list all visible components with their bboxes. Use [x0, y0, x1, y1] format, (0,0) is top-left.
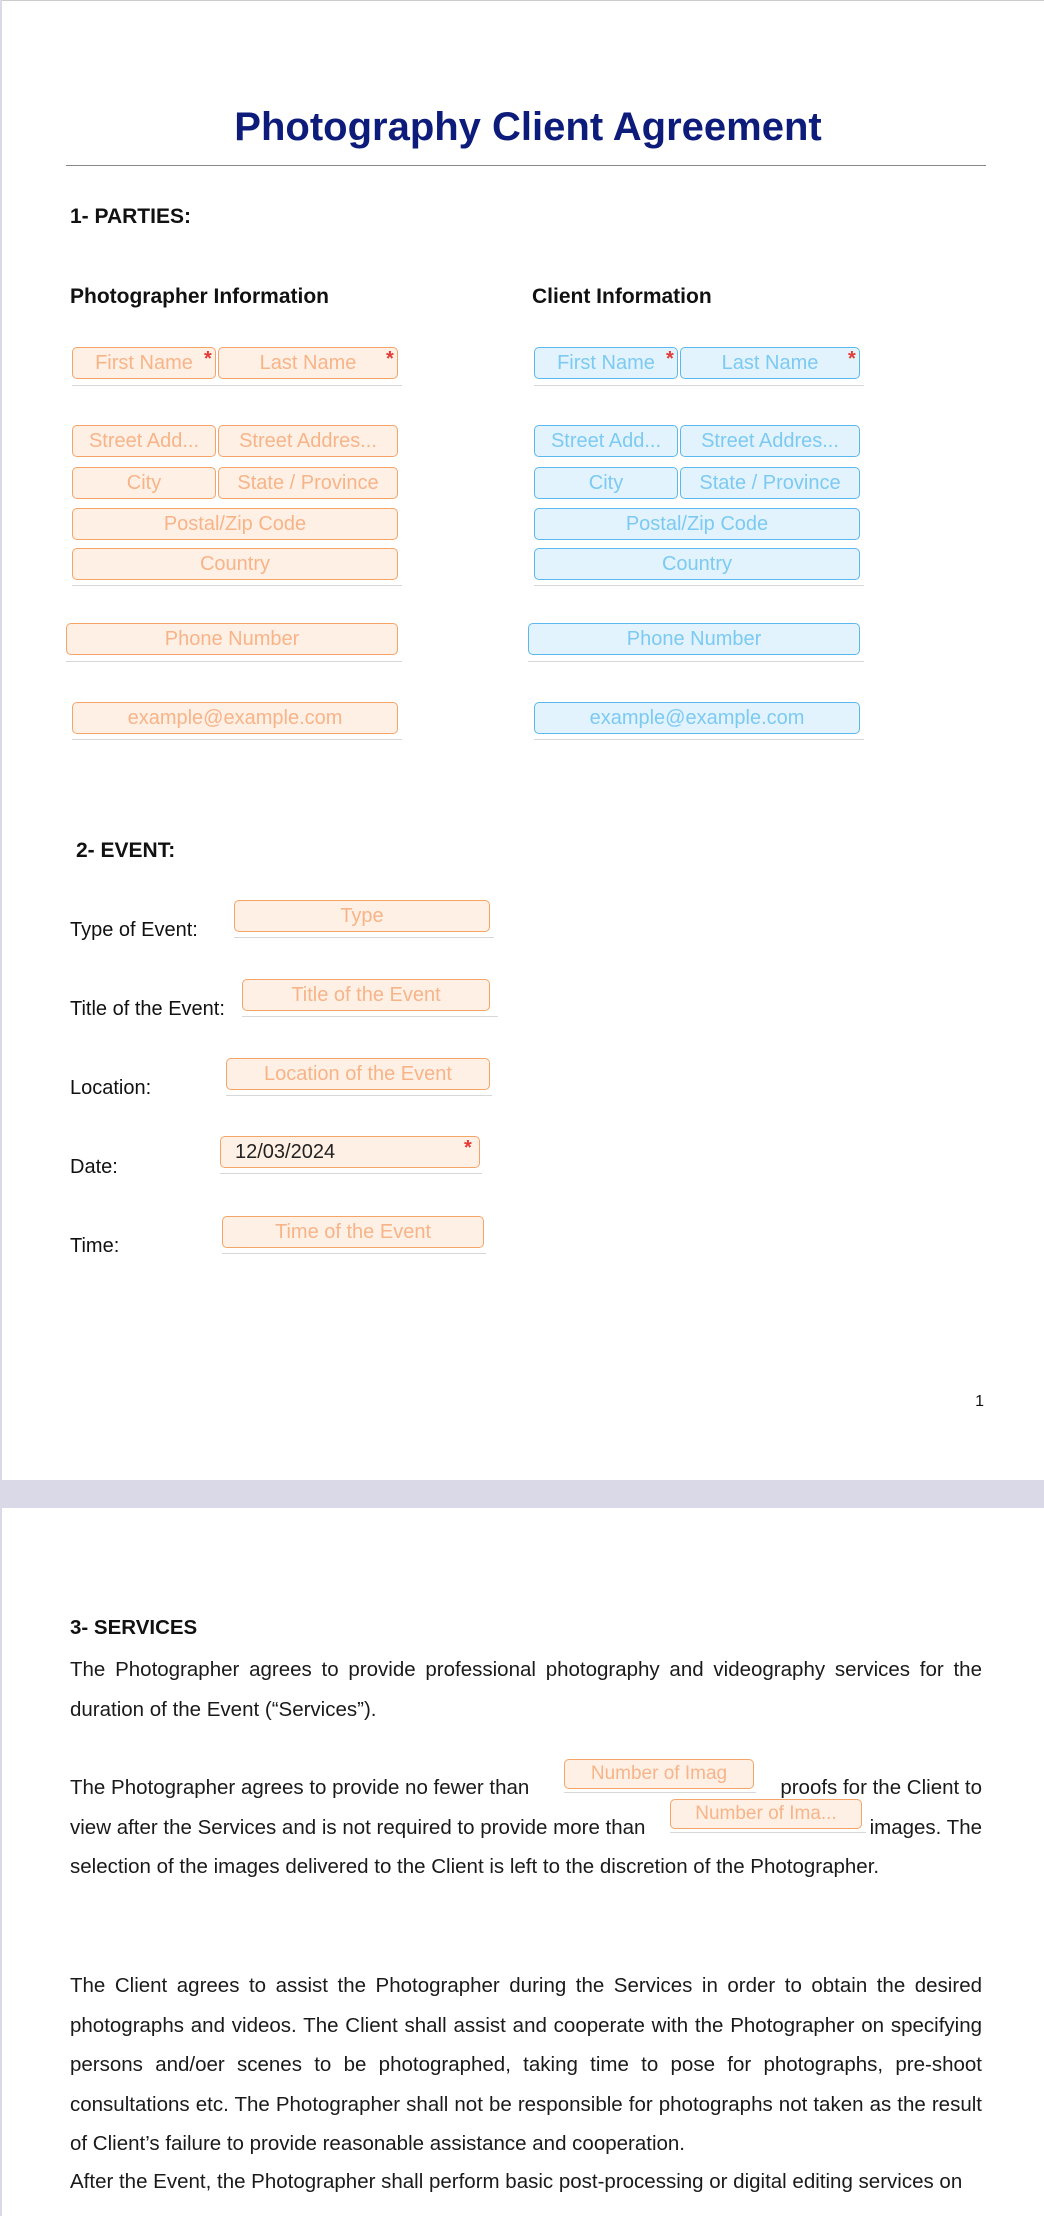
services-paragraph-3: The Client agrees to assist the Photographer during the Services in order to obtain the desired photographs and videos. The Client shall assist and cooperate with the Photographer on specifying persons and/oer scenes to be photographed, taking time to pose for photographs, pre-shoot consultations etc. The Photographer shall not be responsible for photographs not taken as the result of Client’s failure to provide reasonable assistance and cooperation. — [70, 1974, 982, 2155]
required-marker: * — [666, 348, 674, 370]
photographer-state-field[interactable]: State / Province — [218, 467, 398, 499]
event-date-field[interactable]: 12/03/2024 — [220, 1136, 480, 1168]
field-underline — [534, 385, 864, 386]
client-country-field[interactable]: Country — [534, 548, 860, 580]
photographer-email-field[interactable]: example@example.com — [72, 702, 398, 734]
document-page-2 — [2, 1508, 1044, 2216]
client-last-name-field[interactable]: Last Name — [680, 347, 860, 379]
photographer-street2-field[interactable]: Street Addres... — [218, 425, 398, 457]
title-divider — [66, 165, 986, 166]
field-underline — [72, 385, 402, 386]
services-p2-text-c: view after the Services and is not required to provide more than — [70, 1815, 646, 1839]
event-type-label: Type of Event: — [70, 919, 198, 941]
event-type-field[interactable]: Type — [234, 900, 490, 932]
max-images-field[interactable]: Number of Ima... — [670, 1799, 862, 1829]
event-location-label: Location: — [70, 1077, 152, 1099]
services-p2-text-e: selection of the images delivered to the Client is left to the discretion of the Photographer. — [70, 1855, 880, 1878]
min-images-field[interactable]: Number of Imag — [564, 1759, 754, 1789]
field-underline — [66, 661, 402, 662]
services-p2-text-a: The Photographer agrees to provide no fewer than — [70, 1776, 530, 1799]
client-street1-field[interactable]: Street Add... — [534, 425, 678, 457]
field-underline — [528, 661, 864, 662]
client-info-heading: Client Information — [532, 285, 712, 308]
client-city-field[interactable]: City — [534, 467, 678, 499]
event-title-label: Title of the Event: — [70, 998, 225, 1020]
event-time-field[interactable]: Time of the Event — [222, 1216, 484, 1248]
field-underline — [242, 1016, 498, 1017]
document-title: Photography Client Agreement — [234, 105, 822, 149]
photographer-info-heading: Photographer Information — [70, 285, 329, 308]
photographer-phone-field[interactable]: Phone Number — [66, 623, 398, 655]
photographer-street1-field[interactable]: Street Add... — [72, 425, 216, 457]
services-paragraph-1: The Photographer agrees to provide professional photography and videography services for the duration of the Event (“Services”). — [70, 1658, 982, 1721]
client-postal-field[interactable]: Postal/Zip Code — [534, 508, 860, 540]
client-state-field[interactable]: State / Province — [680, 467, 860, 499]
field-underline — [72, 739, 402, 740]
field-underline — [534, 585, 864, 586]
services-paragraph-4: After the Event, the Photographer shall perform basic post-processing or digital editing services on — [70, 2170, 963, 2193]
field-underline — [222, 1253, 486, 1254]
field-underline — [226, 1095, 492, 1096]
field-underline — [72, 585, 402, 586]
required-marker: * — [386, 348, 394, 370]
field-underline — [234, 937, 494, 938]
required-marker: * — [464, 1137, 472, 1159]
photographer-country-field[interactable]: Country — [72, 548, 398, 580]
client-street2-field[interactable]: Street Addres... — [680, 425, 860, 457]
field-underline — [220, 1173, 482, 1174]
photographer-first-name-field[interactable]: First Name — [72, 347, 216, 379]
event-heading: 2- EVENT: — [76, 839, 176, 862]
required-marker: * — [204, 348, 212, 370]
client-phone-field[interactable]: Phone Number — [528, 623, 860, 655]
parties-heading: 1- PARTIES: — [70, 205, 191, 228]
services-p2-text-d: images. The — [869, 1815, 982, 1839]
required-marker: * — [848, 348, 856, 370]
field-underline — [670, 1832, 866, 1833]
field-underline — [534, 739, 864, 740]
page-number: 1 — [975, 1393, 984, 1410]
client-first-name-field[interactable]: First Name — [534, 347, 678, 379]
services-p2-text-b: proofs for the Client to — [780, 1776, 982, 1799]
photographer-postal-field[interactable]: Postal/Zip Code — [72, 508, 398, 540]
event-title-field[interactable]: Title of the Event — [242, 979, 490, 1011]
photographer-last-name-field[interactable]: Last Name — [218, 347, 398, 379]
event-date-label: Date: — [70, 1156, 118, 1178]
document-page-1 — [2, 0, 1044, 1480]
services-heading: 3- SERVICES — [70, 1616, 198, 1639]
event-time-label: Time: — [70, 1235, 120, 1257]
photographer-city-field[interactable]: City — [72, 467, 216, 499]
event-location-field[interactable]: Location of the Event — [226, 1058, 490, 1090]
client-email-field[interactable]: example@example.com — [534, 702, 860, 734]
field-underline — [564, 1792, 756, 1793]
